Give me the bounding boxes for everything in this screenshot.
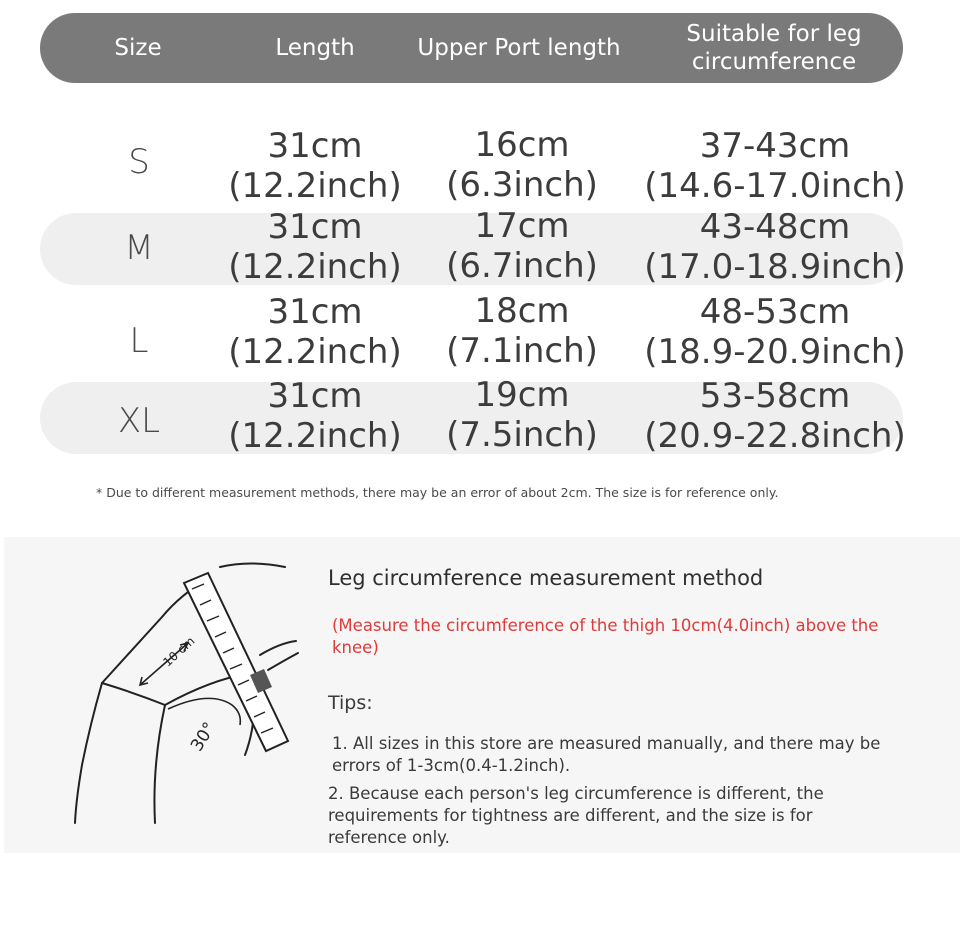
size-note: * Due to different measurement methods, there may be an error of about 2cm. The size is for reference only. — [96, 485, 779, 500]
angle-label: 30° — [187, 718, 220, 756]
upper-port-xl — [446, 375, 598, 455]
leg-circ-inch: (14.6-17.0inch) — [644, 166, 906, 206]
tip-item-1: 1. All sizes in this store are measured manually, and there may be errors of 1-3cm(0.4-1.2inch). — [332, 734, 881, 775]
leg-measurement-diagram — [60, 555, 310, 830]
size-label-xl: XL — [117, 401, 161, 441]
upper-port-cm: 16cm — [474, 125, 570, 165]
length-cm: 31cm — [267, 376, 363, 416]
leg-circ-inch: (18.9-20.9inch) — [644, 332, 906, 372]
length-inch: (12.2inch) — [228, 332, 402, 372]
leg-circ-m — [644, 207, 905, 287]
length-s — [228, 126, 401, 206]
tip-item-2: 2. Because each person's leg circumference is different, the requirements for tightness are different, and the size is for reference only. — [328, 784, 824, 847]
leg-circ-cm: 53-58cm — [699, 376, 851, 416]
length-cm: 31cm — [267, 292, 363, 332]
length-inch: (12.2inch) — [228, 166, 402, 206]
upper-port-s — [446, 125, 598, 205]
length-cm: 31cm — [267, 126, 363, 166]
tips-label: Tips: — [328, 692, 373, 714]
leg-circ-cm: 43-48cm — [699, 207, 851, 247]
leg-circ-xl — [644, 376, 905, 456]
size-label-s: S — [128, 142, 150, 182]
upper-port-m — [446, 206, 598, 286]
distance-label: 10 cm — [160, 633, 198, 670]
leg-circ-cm: 37-43cm — [699, 126, 851, 166]
header-upper-port-length: Upper Port length — [417, 35, 621, 61]
upper-port-inch: (6.3inch) — [446, 165, 598, 205]
upper-port-cm: 18cm — [474, 291, 570, 331]
header-leg-circumference: Suitable for leg circumference — [686, 21, 862, 75]
size-label-m: M — [124, 228, 154, 268]
upper-port-cm: 17cm — [474, 206, 570, 246]
leg-circ-inch: (17.0-18.9inch) — [644, 247, 906, 287]
upper-port-inch: (6.7inch) — [446, 246, 598, 286]
table-header — [40, 13, 903, 83]
upper-port-l — [446, 291, 598, 371]
header-length: Length — [275, 35, 355, 61]
size-label-l: L — [129, 321, 149, 361]
upper-port-inch: (7.1inch) — [446, 331, 598, 371]
length-inch: (12.2inch) — [228, 247, 402, 287]
length-xl — [228, 376, 401, 456]
measurement-title: Leg circumference measurement method — [328, 566, 764, 590]
leg-circ-l — [644, 292, 905, 372]
measurement-instruction: (Measure the circumference of the thigh 10cm(4.0inch) above the knee) — [332, 616, 879, 657]
length-l — [228, 292, 401, 372]
leg-circ-cm: 48-53cm — [699, 292, 851, 332]
upper-port-inch: (7.5inch) — [446, 415, 598, 455]
upper-port-cm: 19cm — [474, 375, 570, 415]
length-inch: (12.2inch) — [228, 416, 402, 456]
header-size: Size — [114, 35, 162, 61]
leg-circ-s — [644, 126, 905, 206]
length-cm: 31cm — [267, 207, 363, 247]
leg-circ-inch: (20.9-22.8inch) — [644, 416, 906, 456]
length-m — [228, 207, 401, 287]
